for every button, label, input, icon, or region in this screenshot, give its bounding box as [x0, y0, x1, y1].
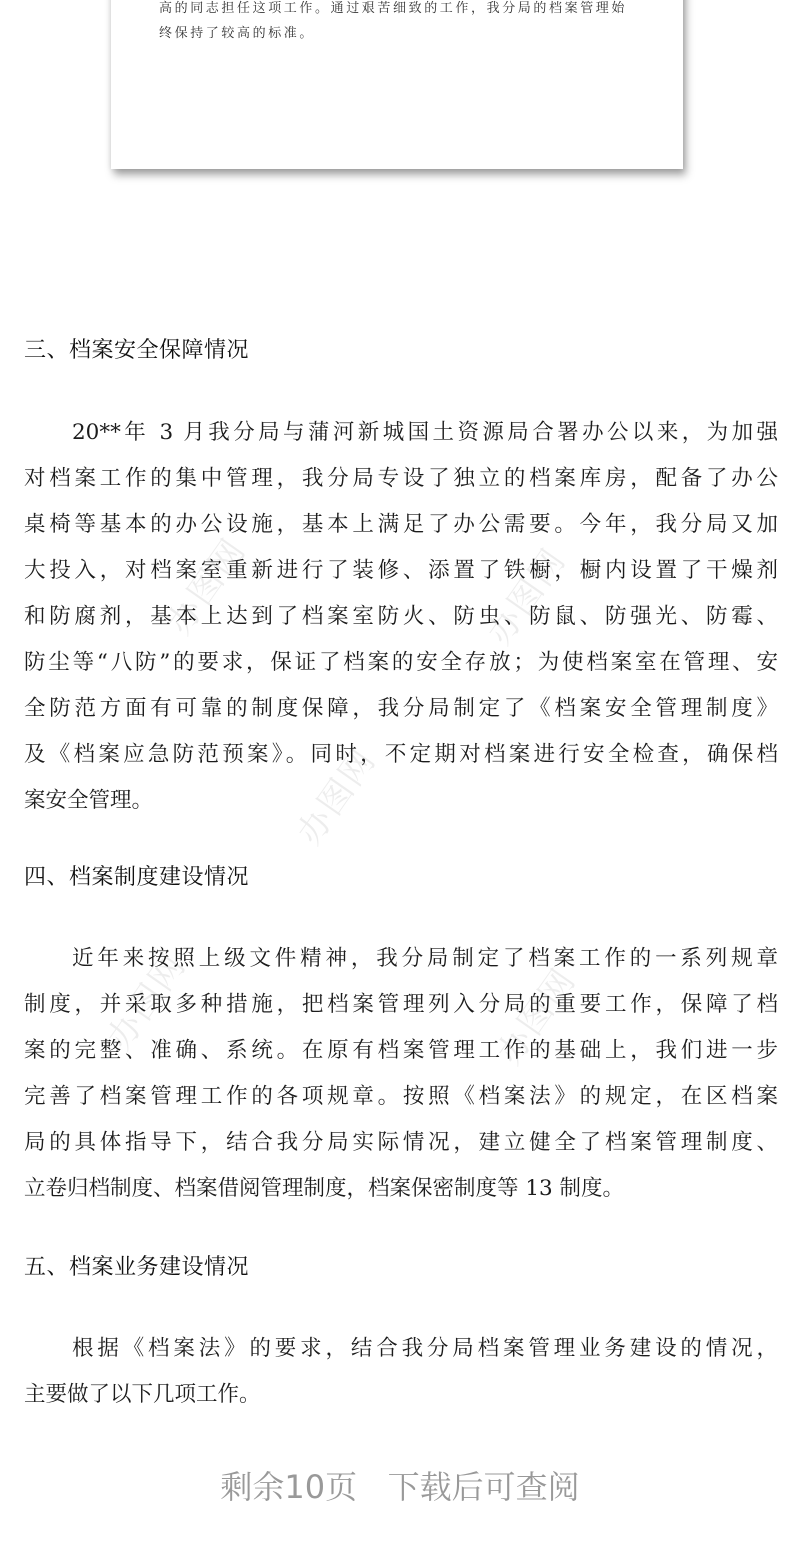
remaining-pages-banner[interactable]: 剩余10页 下载后可查阅	[220, 1468, 580, 1506]
preview-line: 高的同志担任这项工作。通过艰苦细致的工作，我分局的档案管理始	[159, 1, 628, 16]
paragraph-line: 近年来按照上级文件精神，我分局制定了档案工作的一系列规章	[72, 946, 778, 971]
preview-line: 终保持了较高的标准。	[159, 26, 316, 41]
section-title-system: 四、档案制度建设情况	[24, 865, 250, 890]
paragraph-line: 案安全管理。	[24, 788, 154, 813]
watermark: 办图网	[289, 740, 385, 853]
paragraph-line: 主要做了以下几项工作。	[24, 1382, 261, 1407]
watermark: 办图网	[489, 960, 585, 1073]
paragraph-line: 及《档案应急防范预案》。同时，不定期对档案进行安全检查，确保档	[24, 742, 778, 767]
paragraph-line: 对档案工作的集中管理，我分局专设了独立的档案库房，配备了办公	[24, 466, 778, 491]
watermark: 办图网	[479, 540, 575, 653]
section-title-security: 三、档案安全保障情况	[24, 338, 250, 363]
watermark: 办图网	[99, 945, 195, 1058]
paragraph-line: 完善了档案管理工作的各项规章。按照《档案法》的规定，在区档案	[24, 1084, 778, 1109]
paragraph-line: 立卷归档制度、档案借阅管理制度，档案保密制度等 13 制度。	[24, 1176, 625, 1201]
paragraph-line: 局的具体指导下，结合我分局实际情况，建立健全了档案管理制度、	[24, 1130, 778, 1155]
paragraph-line: 防尘等“八防”的要求，保证了档案的安全存放；为使档案室在管理、安	[24, 650, 778, 675]
paragraph-line: 大投入，对档案室重新进行了装修、添置了铁橱，橱内设置了干燥剂	[24, 558, 778, 583]
paragraph-line: 制度，并采取多种措施，把档案管理列入分局的重要工作，保障了档	[24, 992, 778, 1017]
paragraph-line: 全防范方面有可靠的制度保障，我分局制定了《档案安全管理制度》	[24, 696, 778, 721]
watermark: 办图网	[159, 530, 255, 643]
paragraph-line: 和防腐剂，基本上达到了档案室防火、防虫、防鼠、防强光、防霉、	[24, 604, 778, 629]
paragraph-line: 根据《档案法》的要求，结合我分局档案管理业务建设的情况，	[72, 1336, 778, 1361]
paragraph-line: 案的完整、准确、系统。在原有档案管理工作的基础上，我们进一步	[24, 1038, 778, 1063]
paragraph-line: 20**年 3 月我分局与蒲河新城国土资源局合署办公以来，为加强	[72, 420, 778, 445]
paragraph-line: 桌椅等基本的办公设施，基本上满足了办公需要。今年，我分局又加	[24, 512, 778, 537]
previous-page-card	[111, 0, 683, 169]
section-title-business: 五、档案业务建设情况	[24, 1255, 250, 1280]
